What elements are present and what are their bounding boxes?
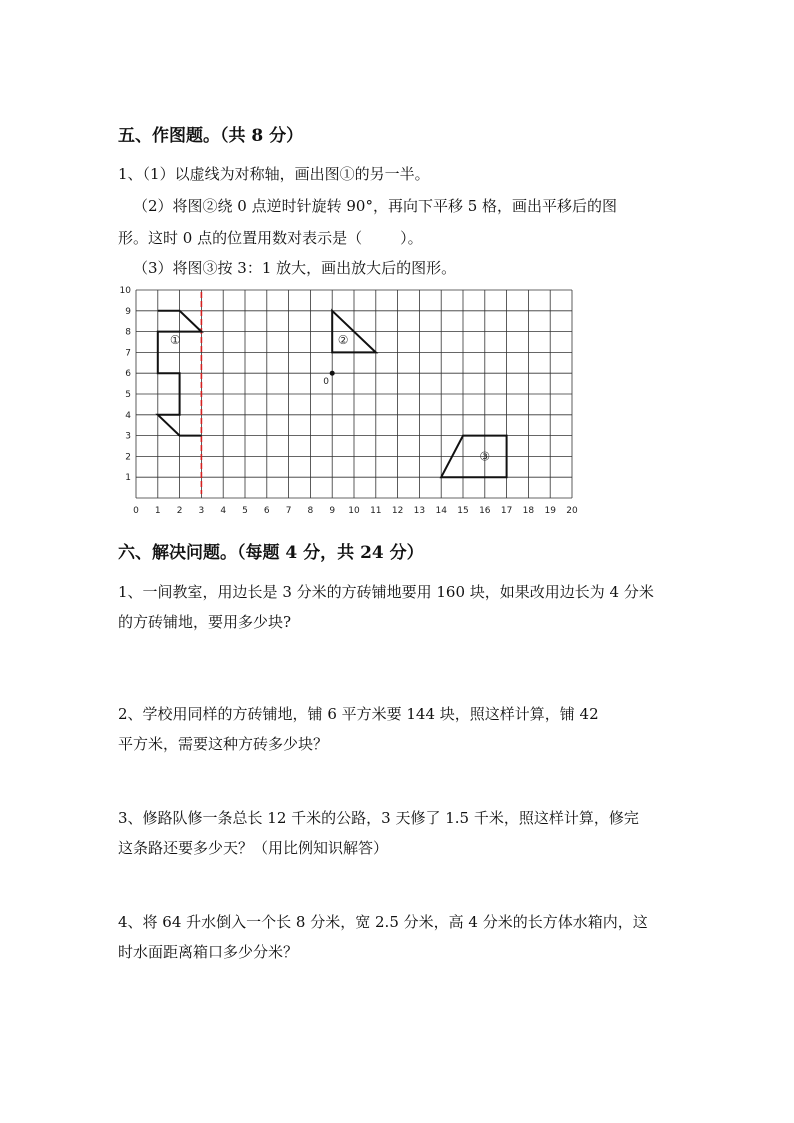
point-o-label: 0 (323, 377, 329, 388)
x-tick-label: 13 (413, 506, 426, 516)
problem-4-line2: 时水面距离箱口多少分米？ (118, 943, 299, 961)
x-tick-label: 14 (435, 506, 447, 516)
problem-4-line1: 4、将 64 升水倒入一个长 8 分米，宽 2.5 分米，高 4 分米的长方体水箱内，这 (118, 913, 648, 931)
x-tick-label: 17 (500, 506, 513, 516)
question-1-part3: （3）将图③按 3：1 放大，画出放大后的图形。 (133, 259, 457, 277)
y-tick-label: 8 (125, 327, 131, 338)
y-tick-label: 6 (125, 369, 131, 380)
x-tick-label: 9 (329, 506, 336, 516)
y-tick-label: 4 (125, 410, 131, 421)
question-1-part1: 1、（1）以虚线为对称轴，画出图①的另一半。 (118, 165, 430, 183)
x-tick-label: 12 (391, 506, 404, 516)
x-tick-label: 8 (307, 506, 314, 516)
x-tick-label: 18 (522, 506, 535, 516)
problem-2-line2: 平方米，需要这种方砖多少块？ (118, 735, 329, 753)
shape-3-label: ③ (479, 449, 491, 464)
x-tick-label: 1 (154, 506, 161, 516)
x-tick-label: 19 (544, 506, 556, 516)
y-tick-label: 9 (125, 306, 131, 317)
problem-1-line1: 1、一间教室，用边长是 3 分米的方砖铺地要用 160 块，如果改用边长为 4 分米 (118, 583, 654, 601)
y-tick-label: 7 (125, 348, 131, 359)
x-tick-label: 6 (263, 506, 270, 516)
question-1-part2: （2）将图②绕 0 点逆时针旋转 90°，再向下平移 5 格，画出平移后的图 (133, 197, 618, 215)
x-tick-label: 20 (566, 506, 578, 516)
problem-2-line1: 2、学校用同样的方砖铺地，铺 6 平方米要 144 块，照这样计算，铺 42 (118, 705, 599, 723)
question-1-part2-close: ）。 (400, 229, 423, 247)
x-tick-label: 10 (348, 506, 360, 516)
y-tick-label: 5 (125, 390, 131, 400)
question-1-part2-continued (118, 228, 423, 248)
x-tick-label: 5 (242, 506, 248, 516)
grid-figure (118, 286, 588, 527)
y-tick-label: 3 (125, 431, 131, 442)
x-tick-label: 0 (133, 506, 139, 516)
section6-heading: 六、解决问题。（每题 4 分，共 24 分） (118, 543, 424, 563)
problem-3-line1: 3、修路队修一条总长 12 千米的公路，3 天修了 1.5 千米，照这样计算，修完 (118, 809, 639, 827)
y-tick-label: 2 (125, 452, 131, 463)
problem-1-line2: 的方砖铺地，要用多少块? (118, 613, 292, 631)
x-tick-label: 11 (370, 506, 382, 516)
shape-1-label: ① (169, 333, 181, 348)
shape-2-label: ② (337, 333, 349, 348)
y-tick-label: 1 (125, 473, 131, 484)
x-tick-label: 3 (198, 506, 205, 516)
question-1-part2-text: 形。这时 0 点的位置用数对表示是（ (118, 229, 363, 247)
x-tick-label: 2 (176, 506, 183, 516)
problem-3-line2: 这条路还要多少天？（用比例知识解答） (118, 839, 389, 857)
y-tick-label: 10 (119, 286, 131, 296)
x-tick-label: 7 (285, 506, 292, 516)
section5-heading: 五、作图题。（共 8 分） (118, 126, 304, 146)
x-tick-label: 16 (479, 506, 491, 516)
x-tick-label: 15 (457, 506, 469, 516)
x-tick-label: 4 (220, 506, 227, 516)
point-o-dot (330, 371, 335, 376)
